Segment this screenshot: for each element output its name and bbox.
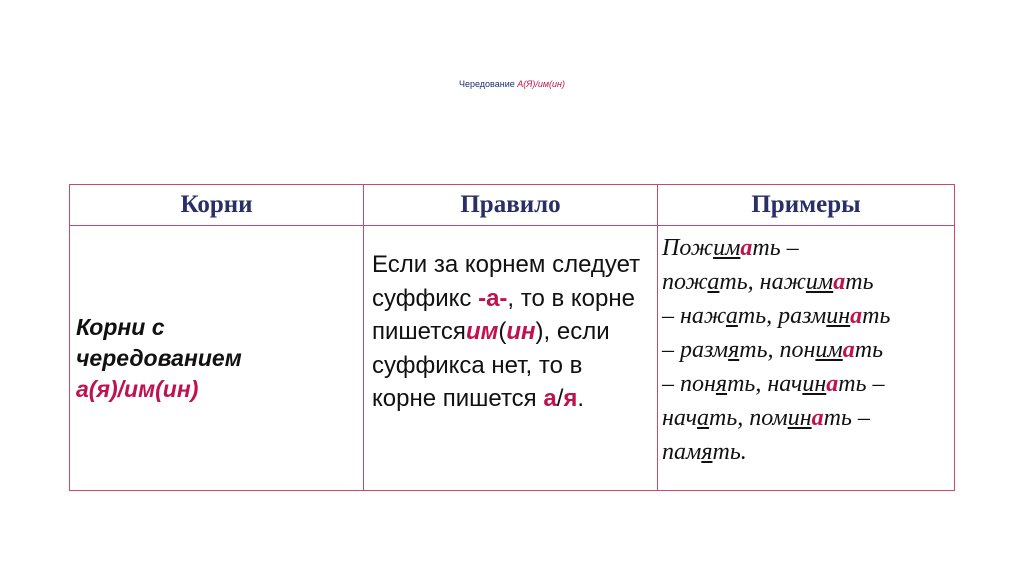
example-text: ть [845, 269, 874, 295]
example-root: я [715, 371, 728, 397]
example-root: а [697, 405, 710, 431]
rule-text-6: . [577, 385, 585, 412]
example-text: ть – [823, 405, 870, 431]
example-text: ть, пон [739, 337, 816, 363]
example-root: а [707, 269, 720, 295]
rule-text-3: ( [498, 318, 507, 345]
slide-title [0, 79, 1024, 89]
example-text: – пон [662, 371, 716, 397]
header-roots: Корни [70, 185, 364, 226]
example-text: пам [662, 439, 702, 465]
rule-text-1: Если за корнем следует суффикс [372, 251, 641, 312]
header-examples: Примеры [658, 185, 955, 226]
rule-cell [364, 226, 658, 491]
example-text: ть, пом [709, 405, 788, 431]
example-text: ть [862, 303, 891, 329]
title-marked-text: А(Я)/им(ин) [517, 79, 566, 89]
rule-text-5: / [556, 385, 564, 412]
rule-in: ин [506, 318, 536, 345]
example-root: а [725, 303, 738, 329]
example-text: – разм [662, 337, 729, 363]
rule-a: а [543, 385, 557, 412]
example-root: ин [802, 371, 827, 397]
example-root: им [713, 235, 741, 261]
example-suffix: а [842, 337, 855, 363]
example-suffix: а [740, 235, 753, 261]
example-text: ть – [838, 371, 885, 397]
example-suffix: а [811, 405, 824, 431]
example-text: ть, нач [727, 371, 803, 397]
example-suffix: а [850, 303, 863, 329]
rule-text-2: , то в корне пишется [372, 284, 635, 345]
table-row [70, 226, 955, 491]
rule-suffix-a: -а- [478, 284, 508, 312]
rule-ya: я [563, 385, 578, 412]
example-text: – наж [662, 303, 726, 329]
header-row [70, 185, 955, 226]
example-text: пож [662, 269, 708, 295]
example-suffix: а [833, 269, 846, 295]
example-root: я [728, 337, 740, 363]
header-rule: Правило [364, 185, 658, 226]
roots-line-1: Корни с [76, 313, 165, 340]
example-text: Пож [662, 235, 714, 261]
example-root: ин [826, 303, 851, 329]
example-text: ть – [752, 235, 799, 261]
example-text: нач [662, 405, 698, 431]
rules-table [69, 184, 955, 491]
examples-cell [658, 226, 955, 491]
example-text: ть. [712, 439, 747, 465]
example-text: ть, разм [737, 303, 827, 329]
example-root: им [815, 337, 843, 363]
example-root: ин [787, 405, 812, 431]
rule-im: им [465, 318, 499, 345]
example-text: ть [854, 337, 884, 363]
example-suffix: а [826, 371, 839, 397]
roots-marked: а(я)/им(ин) [76, 375, 199, 402]
example-text: ть, наж [719, 269, 806, 295]
roots-cell [70, 226, 364, 491]
roots-line-2: чередованием [76, 344, 242, 371]
rule-text-4: ), если суффикса нет, то в корне пишется [372, 318, 610, 412]
example-root: я [701, 439, 713, 465]
example-root: им [805, 269, 834, 295]
title-text: Чередование [458, 79, 518, 89]
